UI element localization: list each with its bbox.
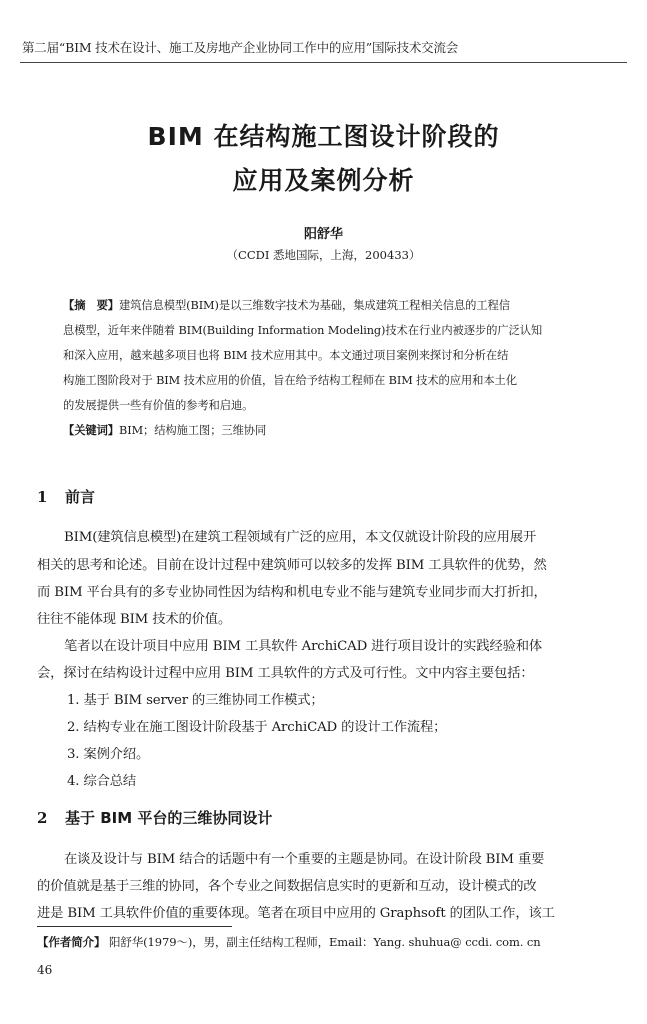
abstract-line: 和深入应用，越来越多项目也将 BIM 技术应用其中。本文通过项目案例来探讨和分析在结 <box>63 349 509 362</box>
list-item: 4. 综合总结 <box>67 774 137 789</box>
section-1-heading: 1 前言 <box>37 488 96 506</box>
body-line: 笔者以在设计项目中应用 BIM 工具软件 ArchiCAD 进行项目设计的实践经验和体 <box>64 639 543 654</box>
body-line: BIM(建筑信息模型)在建筑工程领域有广泛的应用，本文仅就设计阶段的应用展开 <box>64 530 537 545</box>
paper-title-line-2: 应用及案例分析 <box>232 166 415 195</box>
abstract-line: 【摘 要】建筑信息模型(BIM)是以三维数字技术为基础，集成建筑工程相关信息的工程信 <box>63 299 510 312</box>
body-line: 的价值就是基于三维的协同，各个专业之间数据信息实时的更新和互动，设计模式的改 <box>37 879 537 894</box>
body-line: 在谈及设计与 BIM 结合的话题中有一个重要的主题是协同。在设计阶段 BIM 重要 <box>64 852 545 867</box>
paper-title-line-1: BIM 在结构施工图设计阶段的 <box>147 122 500 151</box>
abstract-line: 息模型，近年来伴随着 BIM(Building Information Modeling)技术在行业内被逐步的广泛认知 <box>63 324 543 337</box>
author-name: 阳舒华 <box>303 227 343 242</box>
abstract-label: 【摘 要】 <box>63 299 119 312</box>
abstract-line: 的发展提供一些有价值的参考和启迪。 <box>63 399 254 412</box>
section-2-heading: 2 基于 BIM 平台的三维协同设计 <box>37 809 273 827</box>
body-line: 会，探讨在结构设计过程中应用 BIM 工具软件的方式及可行性。文中内容主要包括： <box>37 666 534 681</box>
keywords: BIM；结构施工图；三维协同 <box>119 424 267 437</box>
footnote-label: 【作者简介】 <box>37 935 106 949</box>
list-item: 3. 案例介绍。 <box>67 747 150 762</box>
running-header: 第二届“BIM 技术在设计、施工及房地产企业协同工作中的应用”国际技术交流会 <box>22 40 459 55</box>
body-line: 进是 BIM 工具软件价值的重要体现。笔者在项目中应用的 Graphsoft 的团队工作，该工 <box>37 906 555 921</box>
author-affiliation: （CCDI 悉地国际，上海，200433） <box>226 248 421 262</box>
list-item: 1. 基于 BIM server 的三维协同工作模式； <box>67 693 324 708</box>
keywords-line <box>63 422 266 438</box>
header-divider <box>20 62 627 63</box>
keywords-label: 【关键词】 <box>63 424 119 437</box>
page-number: 46 <box>37 963 53 977</box>
list-item: 2. 结构专业在施工图设计阶段基于 ArchiCAD 的设计工作流程； <box>67 720 447 735</box>
footnote-divider <box>37 926 232 927</box>
body-line: 相关的思考和论述。目前在设计过程中建筑师可以较多的发挥 BIM 工具软件的优势，然 <box>37 558 547 573</box>
body-line: 而 BIM 平台具有的多专业协同性因为结构和机电专业不能与建筑专业同步而大打折扣， <box>37 585 547 600</box>
body-line: 往往不能体现 BIM 技术的价值。 <box>37 612 232 627</box>
abstract-line: 构施工图阶段对于 BIM 技术应用的价值，旨在给予结构工程师在 BIM 技术的应用和本土化 <box>63 374 517 387</box>
author-footnote: 【作者简介】 阳舒华(1979～)，男，副主任结构工程师，Email：Yang. shuhua@ ccdi. com. cn <box>37 935 541 949</box>
